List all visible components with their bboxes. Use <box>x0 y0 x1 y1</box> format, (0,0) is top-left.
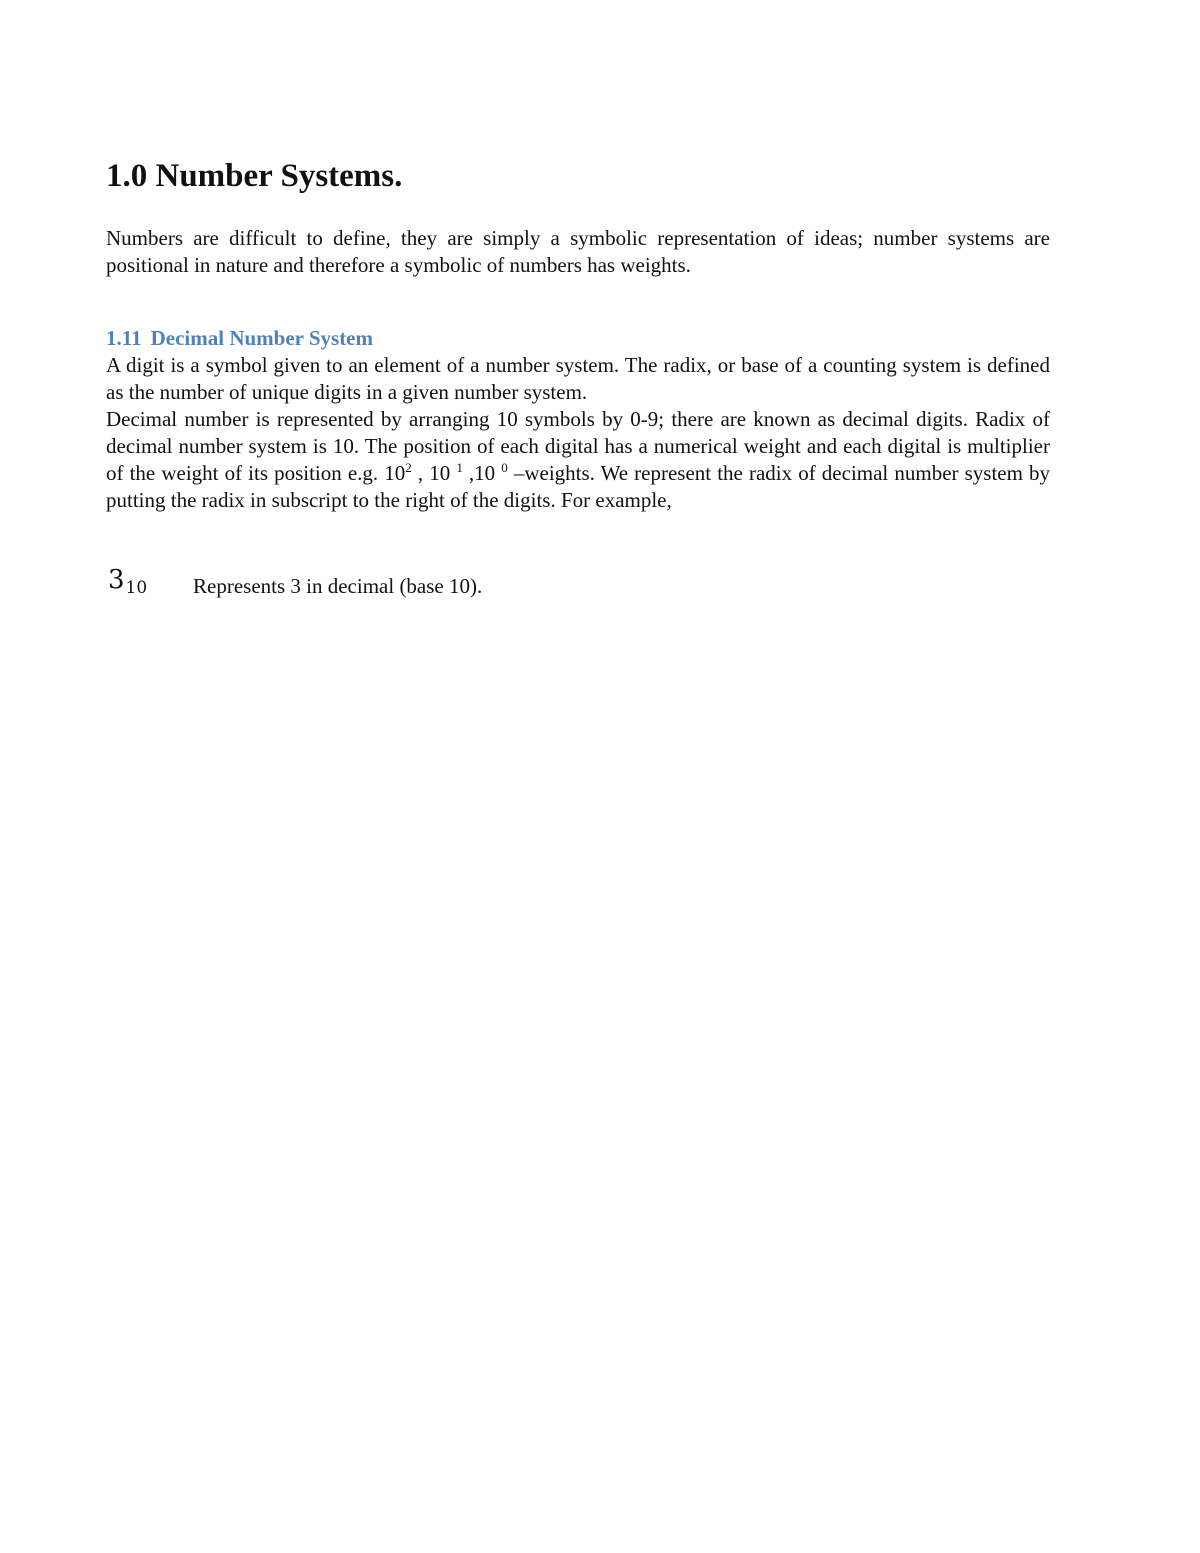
exponent-0: 0 <box>501 460 508 475</box>
section-number: 1.11 <box>106 326 142 350</box>
exponent-2: 2 <box>405 460 412 475</box>
example-row <box>106 564 1050 604</box>
section-heading-text: Decimal Number System <box>150 326 374 350</box>
p2-text-end: –weights. We represent the radix of decimal number system by putting the radix in subscript to the right of the digits. For example, <box>106 461 1051 512</box>
p2-text-start: Decimal number is represented by arranging 10 symbols by 0-9; there are known as decimal digits. Radix of decimal number system is 10. The position of each digital has a numerical weight and each digital is multiplier of the weight of its position e.g. 10 <box>106 407 1050 485</box>
page-title: 1.0 Number Systems. <box>106 158 403 194</box>
document-page <box>106 0 1050 1553</box>
p2-text-mid-2: ,10 <box>462 461 502 485</box>
exponent-1: 1 <box>456 460 463 475</box>
math-subscript: 10 <box>125 578 148 598</box>
math-expression <box>108 564 147 604</box>
p2-text-mid-1: , 10 <box>411 461 457 485</box>
example-description: Represents 3 in decimal (base 10). <box>193 574 483 598</box>
intro-paragraph: Numbers are difficult to define, they are simply a symbolic representation of ideas; number systems are positional in nature and therefore a symbolic of numbers has weights. <box>106 226 1050 277</box>
section-paragraph-2 <box>106 406 1050 514</box>
section-heading <box>106 325 373 352</box>
math-base-digit: 3 <box>108 565 125 595</box>
section-body <box>106 352 1050 514</box>
section-paragraph-1: A digit is a symbol given to an element of a number system. The radix, or base of a counting system is defined as the number of unique digits in a given number system. <box>106 353 1050 404</box>
